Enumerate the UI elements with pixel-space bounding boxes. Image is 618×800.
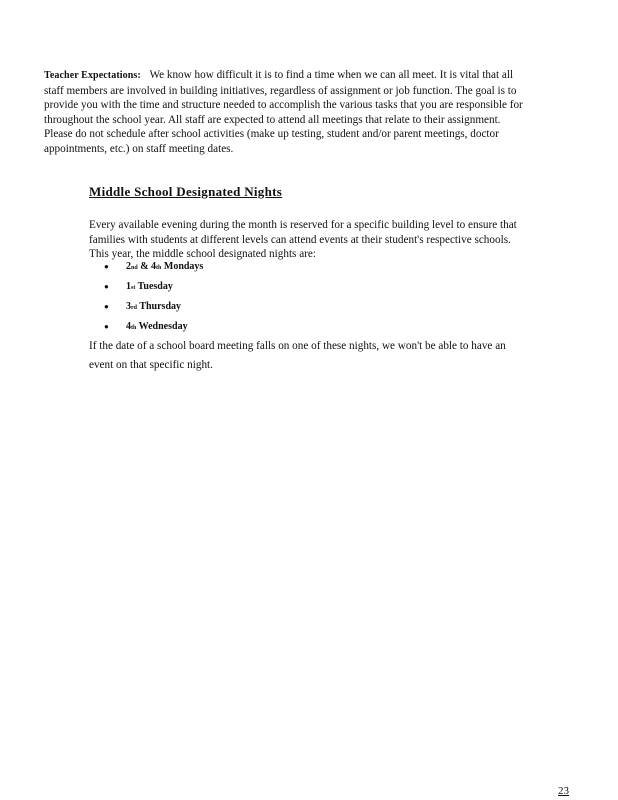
teacher-expectations-lead: Teacher Expectations: [44, 70, 141, 81]
ordinal: 1 [126, 281, 131, 292]
list-item: ● 4 th Wednesday [104, 321, 188, 332]
designated-nights-list [104, 261, 203, 341]
ordinal: 3 [126, 301, 131, 312]
designated-nights-intro: Every available evening during the month is reserved for a specific building level to ensure that families with students at different levels can attend events at their student's respective schools. This year, the middle school designated nights are: [89, 219, 517, 261]
list-item: ● 3 rd Thursday [104, 301, 182, 312]
bullet-icon: ● [104, 302, 109, 311]
bullet-icon: ● [104, 262, 109, 271]
bullet-icon: ● [104, 322, 109, 331]
night-label: Mondays [161, 261, 204, 272]
list-item: ● 1 st Tuesday [104, 281, 173, 292]
bullet-icon: ● [104, 282, 109, 291]
ordinal: 4 [126, 321, 131, 332]
night-label: Thursday [137, 301, 182, 312]
teacher-expectations-text: We know how difficult it is to find a time when we can all meet. It is vital that all staff members are involved in building initiatives, regardless of assignment or job function. The goal is to provide you with the time and structure needed to accomplish the various tasks that you are responsible for throughout the school year. All staff are expected to attend all meetings that relate to their assignment. Please do not schedule after school activities (make up testing, student and/or parent meetings, doctor appointments, etc.) on staff meeting dates. [44, 69, 523, 155]
ordinal: 2 [126, 261, 131, 272]
teacher-expectations-paragraph [44, 68, 529, 157]
closing-paragraph: If the date of a school board meeting falls on one of these nights, we won't be able to have an event on that specific night. [89, 340, 506, 371]
section-heading: Middle School Designated Nights [89, 184, 283, 199]
page-number: 23 [558, 785, 569, 797]
night-label: Tuesday [135, 281, 173, 292]
list-item: ● 2 nd & 4 th Mondays [104, 261, 204, 272]
night-label: Wednesday [136, 321, 188, 332]
ordinal-connector: & 4 [137, 261, 157, 272]
